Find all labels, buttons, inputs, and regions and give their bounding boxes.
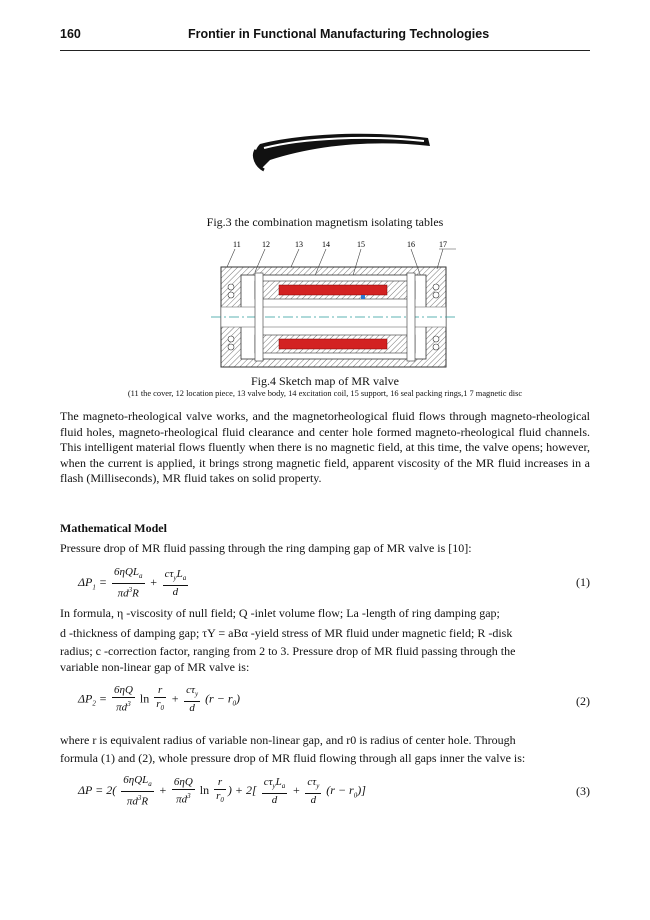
page-header [60, 22, 590, 51]
equation-3: ΔP = 2( 6ηQL$_a$ $\pi d^3R$ + $\frac{6\eta Q}{\pi d^3}$ ln $\frac{r}{r_0}$ ) + 2[ $c\tau_yL_a$ d + $c\tau_y$ d $(r - r_0)$] (3) [78, 774, 590, 808]
callout-16: 16 [407, 240, 415, 249]
callout-13: 13 [295, 240, 303, 249]
formula-definitions-line-1: In formula, η -viscosity of null field; Q -inlet volume flow; La -length of ring damping gap; [60, 606, 500, 620]
equation-1-number: (1) [576, 575, 590, 589]
page-number: 160 [60, 27, 81, 41]
where-text-line-1: where r is equivalent radius of variable non-linear gap, and r0 is radius of center hole. Through [60, 733, 516, 747]
figure3-caption: Fig.3 the combination magnetism isolating tables [206, 215, 444, 229]
equation-1: $\Delta P_1$ = 6ηQL$_a$ $\pi d^3R$ + $c\tau_yL_a$ d (1) [78, 566, 590, 600]
callout-14: 14 [322, 240, 330, 249]
callout-17: 17 [439, 240, 447, 249]
body-paragraph: The magneto-rheological valve works, and the magnetorheological fluid flows through magneto-rheological fluid holes, magneto-rheological fluid clearance and center hole formed magneto-rheological fluid channels. This intelligent material flows fluently when there is no magnetic field, at this time, the valve opens; however, when the current is applied, it brings strong magnetic field, apparent viscosity of the MR fluid increases in a flash (Milliseconds), MR fluid takes on solid property. [60, 409, 590, 485]
where-text-line-2: formula (1) and (2), whole pressure drop of MR fluid flowing through all gaps inner the valve is: [60, 751, 526, 765]
intro-text: Pressure drop of MR fluid passing through the ring damping gap of MR valve is [10]: [60, 541, 472, 555]
equation-3-number: (3) [576, 784, 590, 798]
formula-definitions-line-2: d -thickness of damping gap; τY = aBα -yield stress of MR fluid under magnetic field; R -disk [60, 626, 513, 640]
callout-12: 12 [262, 240, 270, 249]
equation-2: $\Delta P_2$ = $\frac{6\eta Q}{\pi d^3}$ ln $\frac{r}{r_0}$ + $c\tau_y$ d $(r - r_0)$ (2) [78, 684, 590, 715]
callout-11: 11 [233, 240, 241, 249]
figure3-image [248, 128, 438, 173]
formula-definitions-line-4: variable non-linear gap of MR valve is: [60, 660, 250, 674]
journal-title: Frontier in Functional Manufacturing Technologies [188, 27, 490, 41]
figure4-caption: Fig.4 Sketch map of MR valve [251, 374, 399, 388]
callout-labels [233, 240, 447, 249]
figure4-mr-valve-diagram [211, 237, 456, 372]
callout-15: 15 [357, 240, 365, 249]
figure4-subcaption: (11 the cover, 12 location piece, 13 valve body, 14 excitation coil, 15 support, 16 seal packing rings,1 7 magnetic disc [127, 389, 523, 398]
section-heading: Mathematical Model [60, 521, 167, 535]
formula-definitions-line-3: radius; c -correction factor, ranging from 2 to 3. Pressure drop of MR fluid passing through the [60, 644, 516, 658]
equation-2-number: (2) [576, 694, 590, 708]
